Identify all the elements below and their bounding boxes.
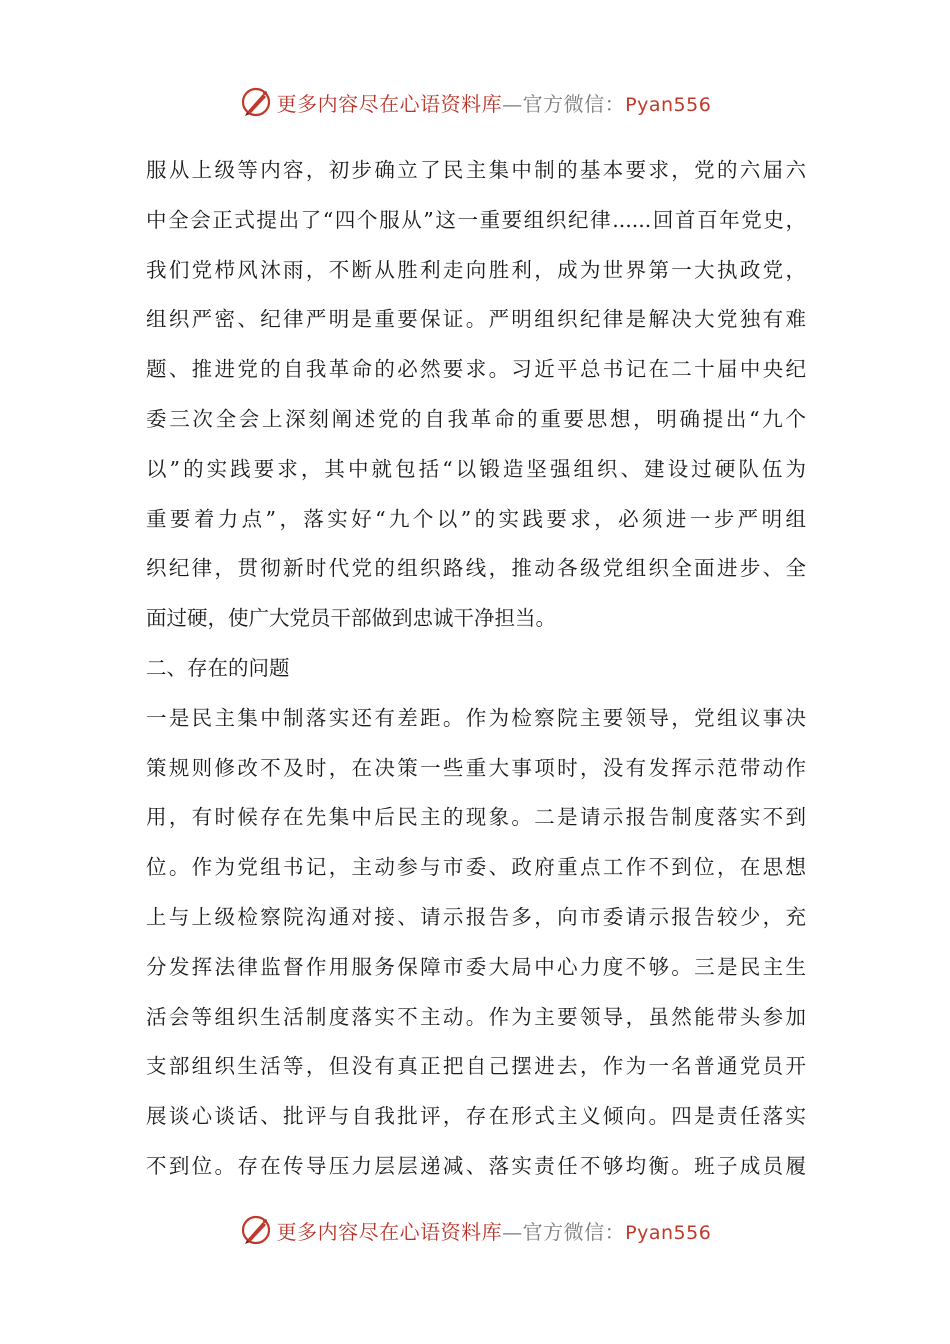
pen-circle-logo-icon: [239, 1213, 273, 1247]
header-banner-text: [277, 88, 712, 117]
footer-banner-wechat-id: Pyan556: [625, 1221, 712, 1244]
footer-banner-site-name: 更多内容尽在心语资料库: [276, 1219, 503, 1244]
header-banner-dash: —: [502, 91, 523, 116]
header-banner-wechat-label: 官方微信：: [522, 91, 626, 116]
text-line: 策规则修改不及时，在决策一些重大事项时，没有发挥示范带动作: [146, 755, 806, 780]
text-line: 分发挥法律监督作用服务保障市委大局中心力度不够。三是民主生: [146, 954, 806, 979]
header-banner-inner: [239, 85, 712, 119]
text-line: 上与上级检察院沟通对接、请示报告多，向市委请示报告较少，充: [146, 904, 806, 929]
header-banner-wechat-id: Pyan556: [625, 93, 712, 116]
text-line: 组织严密、纪律严明是重要保证。严明组织纪律是解决大党独有难: [146, 307, 806, 332]
text-line: 一是民主集中制落实还有差距。作为检察院主要领导，党组议事决: [146, 705, 806, 730]
text-line: 织纪律，贯彻新时代党的组织路线，推动各级党组织全面进步、全: [146, 556, 806, 581]
text-line: 委三次全会上深刻阐述党的自我革命的重要思想，明确提出“九个: [146, 406, 806, 431]
text-line: 以”的实践要求，其中就包括“以锻造坚强组织、建设过硬队伍为: [146, 456, 806, 481]
text-line: 重要着力点”，落实好“九个以”的实践要求，必须进一步严明组: [146, 506, 806, 531]
footer-banner-text: [277, 1216, 712, 1245]
text-line: 服从上级等内容，初步确立了民主集中制的基本要求，党的六届六: [146, 158, 806, 182]
text-line: 我们党栉风沐雨，不断从胜利走向胜利，成为世界第一大执政党，: [146, 257, 806, 282]
header-banner-site-name: 更多内容尽在心语资料库: [276, 91, 503, 116]
header-banner: [0, 82, 950, 122]
text-line: 位。作为党组书记，主动参与市委、政府重点工作不到位，在思想: [146, 855, 806, 880]
text-line: 展谈心谈话、批评与自我批评，存在形式主义倾向。四是责任落实: [146, 1104, 806, 1129]
document-body: [146, 146, 806, 1192]
text-line: 不到位。存在传导压力层层递减、落实责任不够均衡。班子成员履: [146, 1153, 806, 1178]
text-line: 面过硬，使广大党员干部做到忠诚干净担当。: [146, 606, 556, 631]
text-line: 活会等组织生活制度落实不主动。作为主要领导，虽然能带头参加: [146, 1004, 806, 1029]
text-line: 中全会正式提出了“四个服从”这一重要组织纪律......回首百年党史，: [146, 207, 806, 232]
footer-banner-wechat-label: 官方微信：: [522, 1219, 626, 1244]
section-heading: 二、存在的问题: [146, 655, 290, 680]
text-line: 题、推进党的自我革命的必然要求。习近平总书记在二十届中央纪: [146, 357, 806, 382]
footer-banner-inner: [239, 1213, 712, 1247]
footer-banner-dash: —: [502, 1219, 523, 1244]
text-line: 用，有时候存在先集中后民主的现象。二是请示报告制度落实不到: [146, 805, 806, 830]
text-line: 支部组织生活等，但没有真正把自己摆进去，作为一名普通党员开: [146, 1054, 806, 1079]
footer-banner: [0, 1210, 950, 1250]
pen-circle-logo-icon: [239, 85, 273, 119]
